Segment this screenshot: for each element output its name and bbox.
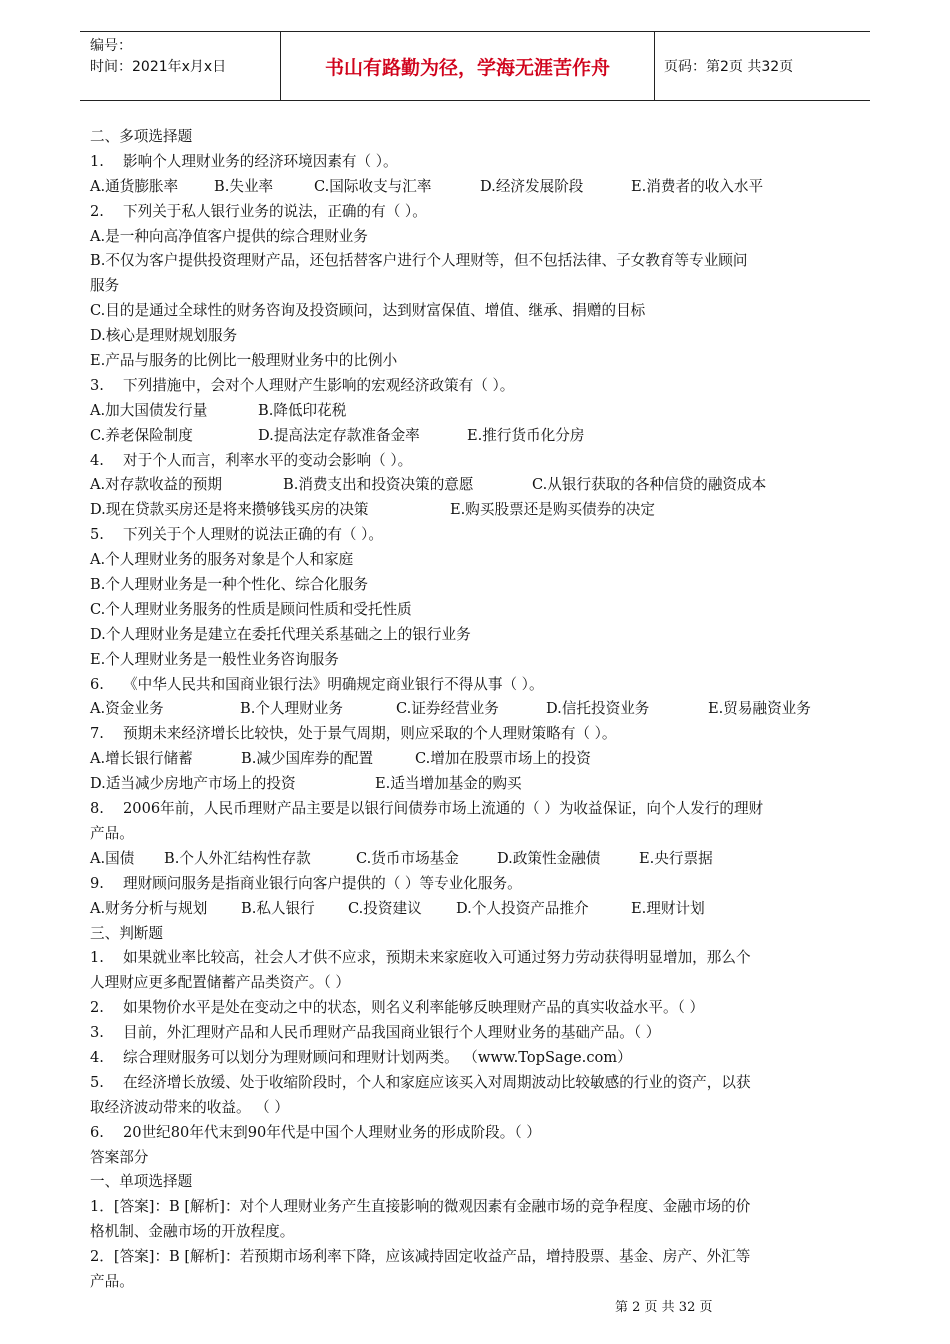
question: 9. 理财顾问服务是指商业银行向客户提供的（ ）等专业化服务。 bbox=[90, 874, 522, 892]
option: D.个人理财业务是建立在委托代理关系基础之上的银行业务 bbox=[90, 625, 471, 643]
question-continued: 产品。 bbox=[90, 824, 134, 842]
options-row bbox=[90, 424, 862, 449]
options-row bbox=[90, 498, 862, 523]
option: E.消费者的收入水平 bbox=[631, 177, 764, 195]
section-subtitle: 一、单项选择题 bbox=[90, 1173, 193, 1191]
option: E.理财计划 bbox=[631, 899, 705, 917]
option: C.证券经营业务 bbox=[396, 700, 499, 718]
option: E.央行票据 bbox=[639, 849, 713, 867]
option: E.适当增加基金的购买 bbox=[375, 775, 522, 793]
judge-item: 2. 如果物价水平是处在变动之中的状态，则名义利率能够反映理财产品的真实收益水平。（ ） bbox=[90, 999, 705, 1017]
option: A.财务分析与规划 bbox=[90, 899, 208, 917]
document-number-label: 编号： bbox=[90, 38, 132, 54]
option: B.减少国库券的配置 bbox=[241, 750, 374, 768]
judge-item-continued: 取经济波动带来的收益。 （ ） bbox=[90, 1098, 289, 1116]
section-title: 答案部分 bbox=[90, 1148, 149, 1166]
answer-item-continued: 格机制、金融市场的开放程度。 bbox=[90, 1223, 295, 1241]
option: E.推行货币化分房 bbox=[467, 426, 585, 444]
question: 5. 下列关于个人理财的说法正确的有（ ）。 bbox=[90, 526, 384, 544]
option: E.个人理财业务是一般性业务咨询服务 bbox=[90, 650, 339, 668]
judge-item: 1. 如果就业率比较高，社会人才供不应求，预期未来家庭收入可通过努力劳动获得明显增加，那么个 bbox=[90, 949, 751, 967]
option: C.货币市场基金 bbox=[356, 849, 459, 867]
option: A.是一种向高净值客户提供的综合理财业务 bbox=[90, 227, 368, 245]
options-row bbox=[90, 897, 862, 922]
question: 7. 预期未来经济增长比较快，处于景气周期，则应采取的个人理财策略有（ ）。 bbox=[90, 725, 617, 743]
option: A.个人理财业务的服务对象是个人和家庭 bbox=[90, 551, 354, 569]
option: C.从银行获取的各种信贷的融资成本 bbox=[532, 476, 767, 494]
option: D.经济发展阶段 bbox=[480, 177, 584, 195]
document-body bbox=[90, 125, 862, 1295]
section-title: 二、多项选择题 bbox=[90, 128, 193, 145]
question: 1. 影响个人理财业务的经济环境因素有（ ）。 bbox=[90, 152, 398, 170]
header-divider bbox=[654, 32, 655, 100]
options-row bbox=[90, 399, 862, 424]
option: D.提高法定存款准备金率 bbox=[258, 426, 420, 444]
option: B.个人理财业务 bbox=[240, 700, 343, 718]
option: D.适当减少房地产市场上的投资 bbox=[90, 775, 296, 793]
option: A.通货膨胀率 bbox=[90, 177, 179, 195]
judge-item: 5. 在经济增长放缓、处于收缩阶段时，个人和家庭应该买入对周期波动比较敏感的行业的资产，以获 bbox=[90, 1073, 751, 1091]
option: D.现在贷款买房还是将来攒够钱买房的决策 bbox=[90, 501, 369, 519]
judge-item: 6. 20世纪80年代末到90年代是中国个人理财业务的形成阶段。（ ） bbox=[90, 1123, 541, 1141]
option: B.失业率 bbox=[214, 177, 274, 195]
header-motto: 书山有路勤为径，学海无涯苦作舟 bbox=[324, 56, 610, 79]
option: C.增加在股票市场上的投资 bbox=[415, 750, 591, 768]
question: 2. 下列关于私人银行业务的说法，正确的有（ ）。 bbox=[90, 202, 427, 220]
option: D.政策性金融债 bbox=[497, 849, 601, 867]
option: C.目的是通过全球性的财务咨询及投资顾问，达到财富保值、增值、继承、捐赠的目标 bbox=[90, 302, 646, 320]
option: C.投资建议 bbox=[348, 899, 422, 917]
option: C.国际收支与汇率 bbox=[314, 177, 432, 195]
option: C.个人理财业务服务的性质是顾问性质和受托性质 bbox=[90, 600, 412, 618]
option: A.增长银行储蓄 bbox=[90, 750, 193, 768]
option: C.养老保险制度 bbox=[90, 426, 193, 444]
option: B.不仅为客户提供投资理财产品，还包括替客户进行个人理财等，但不包括法律、子女教育等专业顾问 bbox=[90, 252, 748, 270]
header-page-info: 页码：第2页 共32页 bbox=[664, 59, 794, 75]
option: D.核心是理财规划服务 bbox=[90, 327, 238, 345]
option: A.加大国债发行量 bbox=[90, 401, 208, 419]
options-row bbox=[90, 747, 862, 772]
document-time: 时间：2021年x月x日 bbox=[90, 59, 227, 75]
options-row bbox=[90, 473, 862, 498]
options-row bbox=[90, 697, 862, 722]
judge-item-continued: 人理财应更多配置储蓄产品类资产。（ ） bbox=[90, 974, 351, 992]
option: A.对存款收益的预期 bbox=[90, 476, 222, 494]
options-row bbox=[90, 175, 862, 200]
option: E.贸易融资业务 bbox=[708, 700, 811, 718]
option-continued: 服务 bbox=[90, 277, 120, 295]
option: B.降低印花税 bbox=[258, 401, 347, 419]
option: D.信托投资业务 bbox=[546, 700, 650, 718]
question: 6. 《中华人民共和国商业银行法》明确规定商业银行不得从事（ ）。 bbox=[90, 675, 544, 693]
option: D.个人投资产品推介 bbox=[456, 899, 589, 917]
question: 3. 下列措施中，会对个人理财产生影响的宏观经济政策有（ ）。 bbox=[90, 376, 515, 394]
option: A.资金业务 bbox=[90, 700, 164, 718]
options-row bbox=[90, 847, 862, 872]
judge-item: 4. 综合理财服务可以划分为理财顾问和理财计划两类。 （www.TopSage.com） bbox=[90, 1048, 632, 1066]
option: B.个人理财业务是一种个性化、综合化服务 bbox=[90, 576, 369, 594]
answer-item-continued: 产品。 bbox=[90, 1272, 134, 1290]
question: 8. 2006年前，人民币理财产品主要是以银行间债券市场上流通的（ ）为收益保证，向个人发行的理财 bbox=[90, 800, 764, 818]
judge-item: 3. 目前，外汇理财产品和人民币理财产品我国商业银行个人理财业务的基础产品。（ ） bbox=[90, 1024, 661, 1042]
option: B.消费支出和投资决策的意愿 bbox=[283, 476, 474, 494]
page-header bbox=[80, 31, 870, 101]
option: E.产品与服务的比例比一般理财业务中的比例小 bbox=[90, 352, 398, 370]
options-row bbox=[90, 772, 862, 797]
answer-item: 1．[答案]：B [解析]：对个人理财业务产生直接影响的微观因素有金融市场的竞争程度、金融市场的价 bbox=[90, 1198, 751, 1216]
header-meta bbox=[90, 36, 280, 78]
question: 4. 对于个人而言，利率水平的变动会影响（ ）。 bbox=[90, 451, 413, 469]
answer-item: 2．[答案]：B [解析]：若预期市场利率下降，应该减持固定收益产品，增持股票、基金、房产、外汇等 bbox=[90, 1248, 751, 1266]
page-footer: 第 2 页 共 32 页 bbox=[615, 1300, 713, 1315]
option: E.购买股票还是购买债券的决定 bbox=[450, 501, 656, 519]
option: B.个人外汇结构性存款 bbox=[164, 849, 311, 867]
option: B.私人银行 bbox=[241, 899, 315, 917]
section-title: 三、判断题 bbox=[90, 924, 163, 942]
option: A.国债 bbox=[90, 849, 135, 867]
